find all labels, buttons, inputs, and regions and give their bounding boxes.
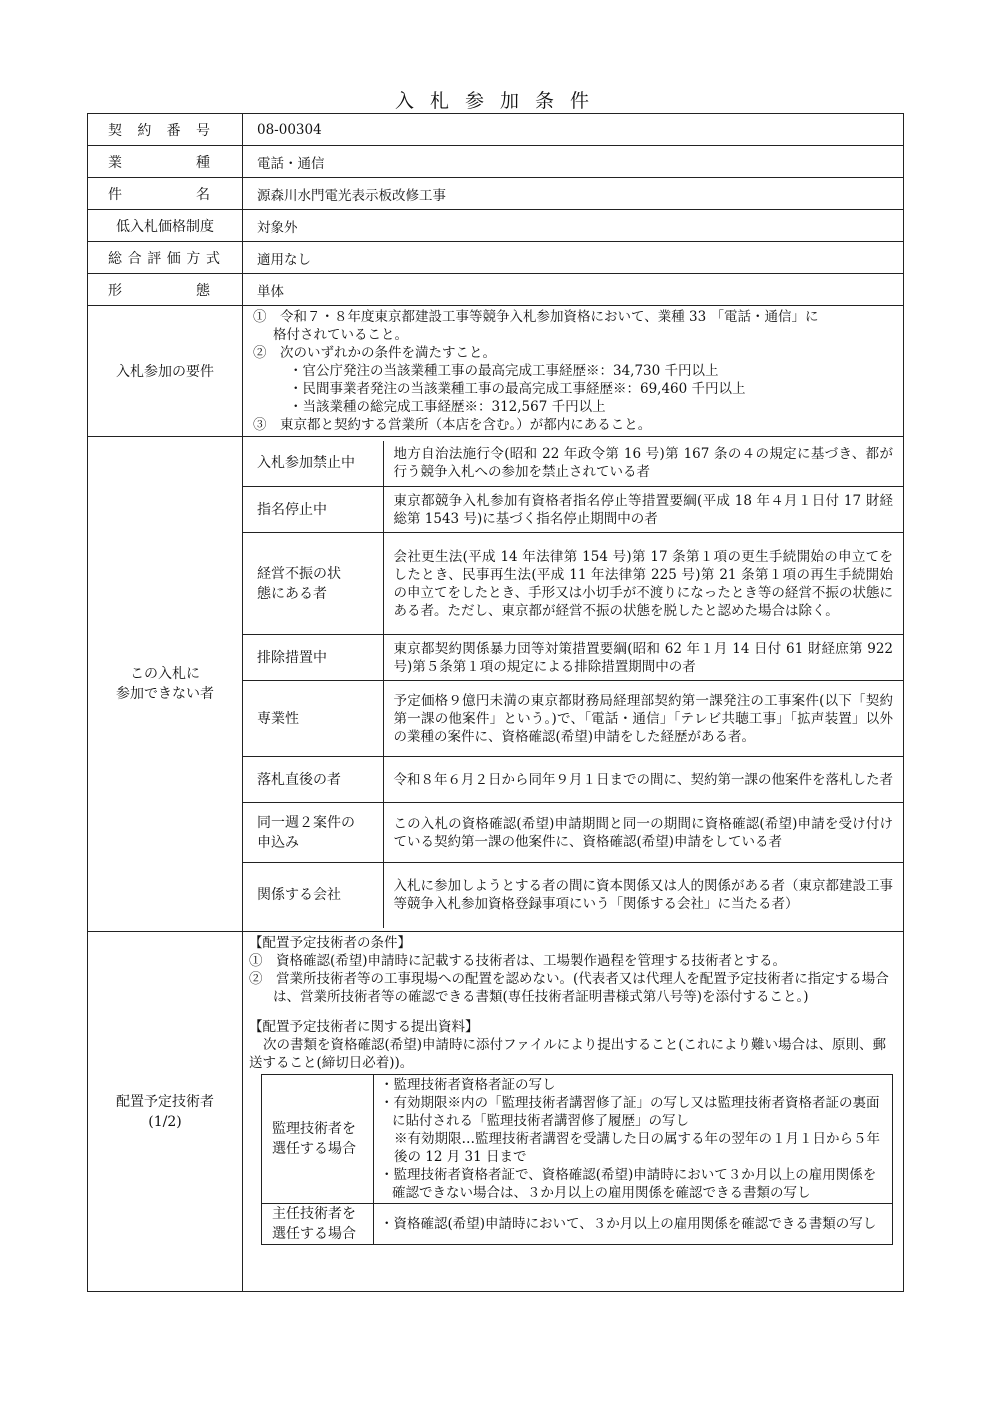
document-title: 入札参加条件 bbox=[394, 90, 605, 112]
documents-row bbox=[262, 1204, 893, 1245]
excluded-row bbox=[243, 635, 903, 681]
candidate-conditions-heading: 【配置予定技術者の条件】 bbox=[249, 935, 411, 951]
contract-no-value: 08-00304 bbox=[243, 114, 904, 146]
excluded-item-label: 入札参加禁止中 bbox=[243, 441, 383, 487]
row-candidate bbox=[88, 932, 904, 1292]
row-excluded bbox=[88, 437, 904, 932]
excluded-content bbox=[243, 437, 904, 932]
excluded-item-text: 東京都競争入札参加有資格者指名停止等措置要綱(平成 18 年４月１日付 17 財経総第 1543 号)に基づく指名停止期間中の者 bbox=[383, 487, 903, 533]
requirements-content bbox=[243, 306, 904, 437]
documents-table bbox=[261, 1074, 893, 1245]
excluded-item-text: 予定価格９億円未満の東京都財務局経理部契約第一課発注の工事案件(以下「契約第一課の他案件」という。)で、「電話・通信」「テレビ共聴工事」「拡声装置」以外の業種の案件に、資格確認(希望)申請をした経歴がある者。 bbox=[383, 681, 903, 757]
row-contract-no bbox=[88, 114, 904, 146]
excluded-row bbox=[243, 487, 903, 533]
candidate-condition-1: ① 資格確認(希望)申請時に記載する技術者は、工場製作過程を管理する技術者とする。 bbox=[249, 953, 787, 969]
requirement-line: ・官公庁発注の当該業種工事の最高完成工事経歴※：34,730 千円以上 bbox=[289, 363, 719, 379]
excluded-row bbox=[243, 533, 903, 635]
excluded-row bbox=[243, 681, 903, 757]
excluded-item-label: 指名停止中 bbox=[243, 487, 383, 533]
excluded-item-text: 東京都契約関係暴力団等対策措置要綱(昭和 62 年１月 14 日付 61 財経庶第 922 号)第５条第１項の規定による排除措置期間中の者 bbox=[383, 635, 903, 681]
candidate-condition-2: ② 営業所技術者等の工事現場への配置を認めない。(代表者又は代理人を配置予定技術者に指定する場合は、営業所技術者等の確認できる書類(専任技術者証明書様式第八号等)を添付すること。) bbox=[249, 971, 889, 1005]
item-name-value: 源森川水門電光表示板改修工事 bbox=[243, 178, 904, 210]
excluded-item-label: 関係する会社 bbox=[243, 863, 383, 928]
candidate-label bbox=[88, 932, 243, 1292]
excluded-row bbox=[243, 757, 903, 803]
excluded-row bbox=[243, 803, 903, 863]
row-requirements bbox=[88, 306, 904, 437]
low-bid-value: 対象外 bbox=[243, 210, 904, 242]
item-name-label: 件名 bbox=[88, 178, 243, 210]
excluded-item-label: 排除措置中 bbox=[243, 635, 383, 681]
low-bid-label: 低入札価格制度 bbox=[88, 210, 243, 242]
excluded-row bbox=[243, 863, 903, 928]
excluded-item-text: 会社更生法(平成 14 年法律第 154 号)第 17 条第１項の更生手続開始の申立てをしたとき、民事再生法(平成 11 年法律第 225 号)第 21 条第１項の再生手続開始の申立てをしたとき、手形又は小切手が不渡りになったとき等の経営不振の状態にある者。ただし、東京都が経営不振の状態を脱したと認めた場合は除く。 bbox=[383, 533, 903, 635]
excluded-item-label: 落札直後の者 bbox=[243, 757, 383, 803]
excluded-label-line: この入札に bbox=[130, 666, 200, 682]
requirement-line: ① 令和７・８年度東京都建設工事等競争入札参加資格において、業種 33 「電話・通信」に bbox=[253, 309, 819, 325]
document-note: ※有効期限…監理技術者講習を受講した日の属する年の翌年の１月１日から５年後の 12 月 31 日まで bbox=[394, 1131, 880, 1165]
requirement-line: ③ 東京都と契約する営業所（本店を含む。）が都内にあること。 bbox=[253, 417, 652, 433]
documents-list bbox=[374, 1204, 893, 1245]
excluded-item-text: 令和８年６月２日から同年９月１日までの間に、契約第一課の他案件を落札した者 bbox=[383, 757, 903, 803]
documents-case-label: 主任技術者を選任する場合 bbox=[262, 1204, 374, 1245]
overall-eval-label: 総合評価方式 bbox=[88, 242, 243, 274]
excluded-item-label: 専業性 bbox=[243, 681, 383, 757]
excluded-item-text: この入札の資格確認(希望)申請期間と同一の期間に資格確認(希望)申請を受け付けている契約第一課の他案件に、資格確認(希望)申請をしている者 bbox=[383, 803, 903, 863]
document-bullet: ・資格確認(希望)申請時において、３か月以上の雇用関係を確認できる書類の写し bbox=[380, 1216, 877, 1232]
excluded-item-text: 地方自治法施行令(昭和 22 年政令第 16 号)第 167 条の４の規定に基づき、都が行う競争入札への参加を禁止されている者 bbox=[383, 441, 903, 487]
row-overall-eval bbox=[88, 242, 904, 274]
requirement-line: ② 次のいずれかの条件を満たすこと。 bbox=[253, 345, 496, 361]
excluded-table bbox=[243, 441, 903, 928]
requirements-label: 入札参加の要件 bbox=[88, 306, 243, 437]
candidate-page-indicator: (1/2) bbox=[148, 1113, 182, 1130]
candidate-label-line: 配置予定技術者 bbox=[116, 1093, 214, 1110]
documents-case-label: 監理技術者を選任する場合 bbox=[262, 1075, 374, 1204]
business-label: 業種 bbox=[88, 146, 243, 178]
excluded-label bbox=[88, 437, 243, 932]
excluded-row bbox=[243, 441, 903, 487]
form-label: 形態 bbox=[88, 274, 243, 306]
documents-list bbox=[374, 1075, 893, 1204]
candidate-content bbox=[243, 932, 904, 1292]
row-form bbox=[88, 274, 904, 306]
row-business bbox=[88, 146, 904, 178]
row-item-name bbox=[88, 178, 904, 210]
conditions-table bbox=[87, 113, 904, 1292]
form-value: 単体 bbox=[243, 274, 904, 306]
document-bullet: ・監理技術者資格者証で、資格確認(希望)申請時において３か月以上の雇用関係を確認できない場合は、３か月以上の雇用関係を確認できる書類の写し bbox=[380, 1167, 877, 1201]
excluded-item-label: 経営不振の状態にある者 bbox=[243, 533, 383, 635]
requirement-line: ・民間事業者発注の当該業種工事の最高完成工事経歴※：69,460 千円以上 bbox=[289, 381, 746, 397]
candidate-docs-heading: 【配置予定技術者に関する提出資料】 bbox=[249, 1019, 479, 1035]
contract-no-label: 契約番号 bbox=[88, 114, 243, 146]
business-value: 電話・通信 bbox=[243, 146, 904, 178]
excluded-label-line: 参加できない者 bbox=[116, 686, 214, 702]
candidate-docs-intro: 次の書類を資格確認(希望)申請時に添付ファイルにより提出すること(これにより難い場合は、原則、郵送すること(締切日必着))。 bbox=[249, 1037, 887, 1071]
document-bullet: ・有効期限※内の「監理技術者講習修了証」の写し又は監理技術者資格者証の裏面に貼付される「監理技術者講習修了履歴」の写し bbox=[380, 1095, 880, 1129]
requirement-line: ・当該業種の総完成工事経歴※：312,567 千円以上 bbox=[289, 399, 606, 415]
overall-eval-value: 適用なし bbox=[243, 242, 904, 274]
excluded-item-label: 同一週２案件の申込み bbox=[243, 803, 383, 863]
requirement-line: 格付されていること。 bbox=[273, 327, 408, 343]
row-low-bid bbox=[88, 210, 904, 242]
documents-row bbox=[262, 1075, 893, 1204]
excluded-item-text: 入札に参加しようとする者の間に資本関係又は人的関係がある者（東京都建設工事等競争入札参加資格登録事項にいう「関係する会社」に当たる者） bbox=[393, 878, 893, 913]
document-bullet: ・監理技術者資格者証の写し bbox=[380, 1077, 556, 1093]
